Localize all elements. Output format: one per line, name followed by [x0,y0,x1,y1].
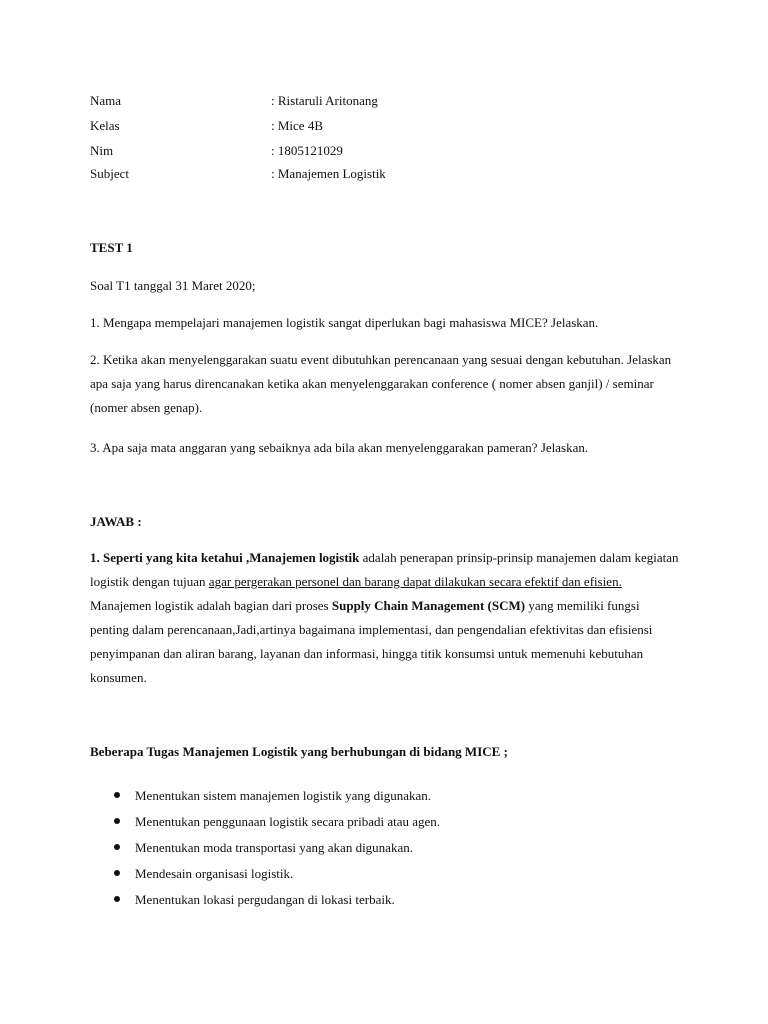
test-intro: Soal T1 tanggal 31 Maret 2020; [90,278,256,293]
answer-heading: JAWAB : [90,514,142,529]
info-label: Nim [90,143,114,158]
bullet-icon [114,870,120,876]
test-heading: TEST 1 [90,240,133,255]
task-text: Menentukan sistem manajemen logistik yang digunakan. [135,788,432,803]
list-item [90,887,680,913]
task-text: Menentukan lokasi pergudangan di lokasi terbaik. [135,892,395,907]
bullet-icon [114,792,120,798]
info-value: : Manajemen Logistik [271,166,386,181]
bullet-icon [114,818,120,824]
tasks-heading: Beberapa Tugas Manajemen Logistik yang berhubungan di bidang MICE ; [90,744,508,759]
info-value: : Ristaruli Aritonang [271,93,378,108]
info-value: : 1805121029 [271,143,343,158]
info-row-nim [90,142,690,160]
answer-text: adalah penerapan prinsip-prinsip manajemen dalam kegiatan logistik dengan tujuan [90,550,679,589]
info-label: Subject [90,166,129,181]
bullet-icon [114,896,120,902]
bullet-icon [114,844,120,850]
answer-underlined: agar pergerakan personel dan barang dapat dilakukan secara efektif dan efisien. [208,574,622,589]
answer-text: Manajemen logistik adalah bagian dari proses [90,598,332,613]
list-item [90,809,680,835]
scm-term: Supply Chain Management (SCM) [331,598,526,613]
list-item [90,861,680,887]
tasks-list [90,783,680,913]
answer-text: yang memiliki fungsi penting dalam perencanaan,Jadi,artinya bagaimana implementasi, dan pengendalian efektivitas dan efisiensi penyimpanan dan aliran barang, layanan dan informasi, hingga titik konsumsi untuk memenuhi kebutuhan konsumen. [90,598,653,685]
task-text: Menentukan penggunaan logistik secara pribadi atau agen. [135,814,441,829]
info-label: Nama [90,93,122,108]
info-row-subject [90,165,690,183]
task-text: Mendesain organisasi logistik. [135,866,294,881]
list-item [90,835,680,861]
question-1: 1. Mengapa mempelajari manajemen logistik sangat diperlukan bagi mahasiswa MICE? Jelaskan. [90,315,599,330]
question-3: 3. Apa saja mata anggaran yang sebaiknya ada bila akan menyelenggarakan pameran? Jelaskan. [90,440,589,455]
answer-lead: 1. Seperti yang kita ketahui ,Manajemen logistik [90,550,360,565]
info-row-kelas [90,117,690,135]
list-item [90,783,680,809]
info-label: Kelas [90,118,120,133]
answer-paragraph-1 [90,546,680,690]
info-value: : Mice 4B [271,118,323,133]
info-row-nama [90,92,690,110]
question-2: 2. Ketika akan menyelenggarakan suatu event dibutuhkan perencanaan yang sesuai dengan kebutuhan. Jelaskan apa saja yang harus direncanakan ketika akan menyelenggarakan conference ( nomer absen ganjil) / seminar (nomer absen genap). [90,352,672,415]
task-text: Menentukan moda transportasi yang akan digunakan. [135,840,413,855]
